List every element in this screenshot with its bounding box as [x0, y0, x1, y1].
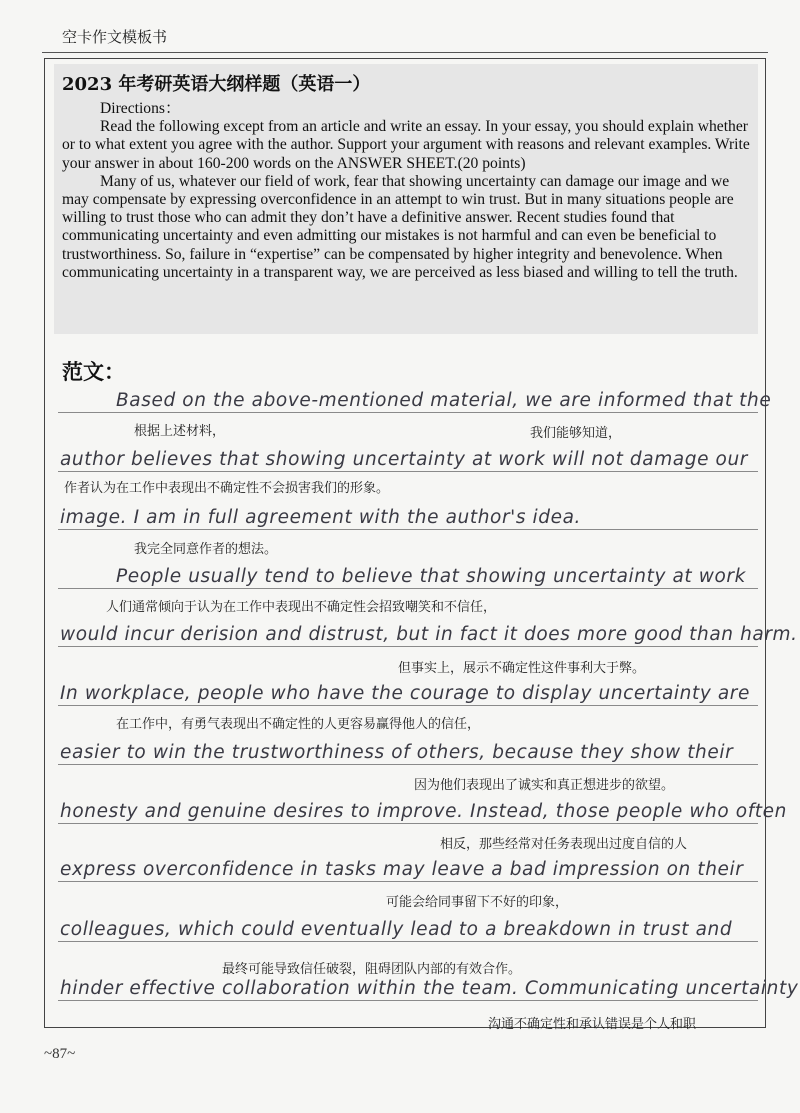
essay-line-en: would incur derision and distrust, but in fact it does more good than harm. [60, 624, 798, 645]
essay-line-cn: 在工作中，有勇气表现出不确定性的人更容易赢得他人的信任， [116, 717, 481, 732]
prompt-title: 2023 年考研英语大纲样题（英语一） [62, 74, 371, 95]
essay-line-en: honesty and genuine desires to improve. Instead, those people who often [60, 801, 787, 822]
essay-line-en: author believes that showing uncertainty at work will not damage our [60, 449, 749, 470]
prompt-paragraph-2: Many of us, whatever our field of work, fear that showing uncertainty can damage our image and we may compensate by expressing overconfidence in an attempt to win trust. But in many situations people are willing to trust those who can admit they don’t have a definitive answer. Recent studies found that communicating uncertainty and even admitting our mistakes is not harmful and can even be beneficial to trustworthiness. So, failure in “expertise” can be compensated by higher integrity and benevolence. When communicating uncertainty in a transparent way, we are perceived as less biased and willing to tell the truth. [62, 172, 738, 281]
essay-line-en: easier to win the trustworthiness of others, because they show their [60, 742, 734, 763]
essay-line-en: People usually tend to believe that showing uncertainty at work [116, 566, 746, 587]
prompt-text [62, 100, 754, 282]
essay-line-cn: 但事实上，展示不确定性这件事利大于弊。 [398, 661, 646, 676]
page-number: ~87~ [44, 1046, 76, 1062]
essay-label: 范文： [62, 360, 125, 384]
prompt-paragraph-1: Read the following except from an article and write an essay. In your essay, you should explain whether or to what extent you agree with the author. Support your argument with reasons and relevant examples. Write your answer in about 160-200 words on the ANSWER SHEET.(20 points) [62, 118, 750, 172]
essay-line-cn: 可能会给同事留下不好的印象， [386, 895, 569, 910]
essay-line-en: In workplace, people who have the courage to display uncertainty are [60, 683, 750, 704]
header-rule [42, 52, 768, 53]
essay-line-cn: 沟通不确定性和承认错误是个人和职 [488, 1017, 697, 1032]
essay-line-en: hinder effective collaboration within the team. Communicating uncertainty [60, 978, 799, 999]
book-title: 空卡作文模板书 [62, 28, 168, 46]
essay-line-cn: 最终可能导致信任破裂，阻碍团队内部的有效合作。 [222, 962, 522, 977]
essay-line-cn: 因为他们表现出了诚实和真正想进步的欲望。 [414, 778, 675, 793]
essay-line-cn: 根据上述材料， [134, 424, 226, 439]
essay-line-en: colleagues, which could eventually lead to a breakdown in trust and [60, 919, 733, 940]
essay-line-cn: 人们通常倾向于认为在工作中表现出不确定性会招致嘲笑和不信任， [106, 600, 497, 615]
essay-line-en: express overconfidence in tasks may leave a bad impression on their [60, 859, 744, 880]
essay-line-en: image. I am in full agreement with the author's idea. [60, 507, 582, 528]
essay-line-cn: 我们能够知道， [530, 426, 622, 441]
essay-line-cn: 作者认为在工作中表现出不确定性不会损害我们的形象。 [64, 481, 390, 496]
essay-line-cn: 相反，那些经常对任务表现出过度自信的人 [440, 837, 688, 852]
directions-label: Directions： [100, 100, 181, 117]
essay-line-en: Based on the above-mentioned material, we are informed that the [116, 390, 772, 411]
essay-line-cn: 我完全同意作者的想法。 [134, 542, 278, 557]
